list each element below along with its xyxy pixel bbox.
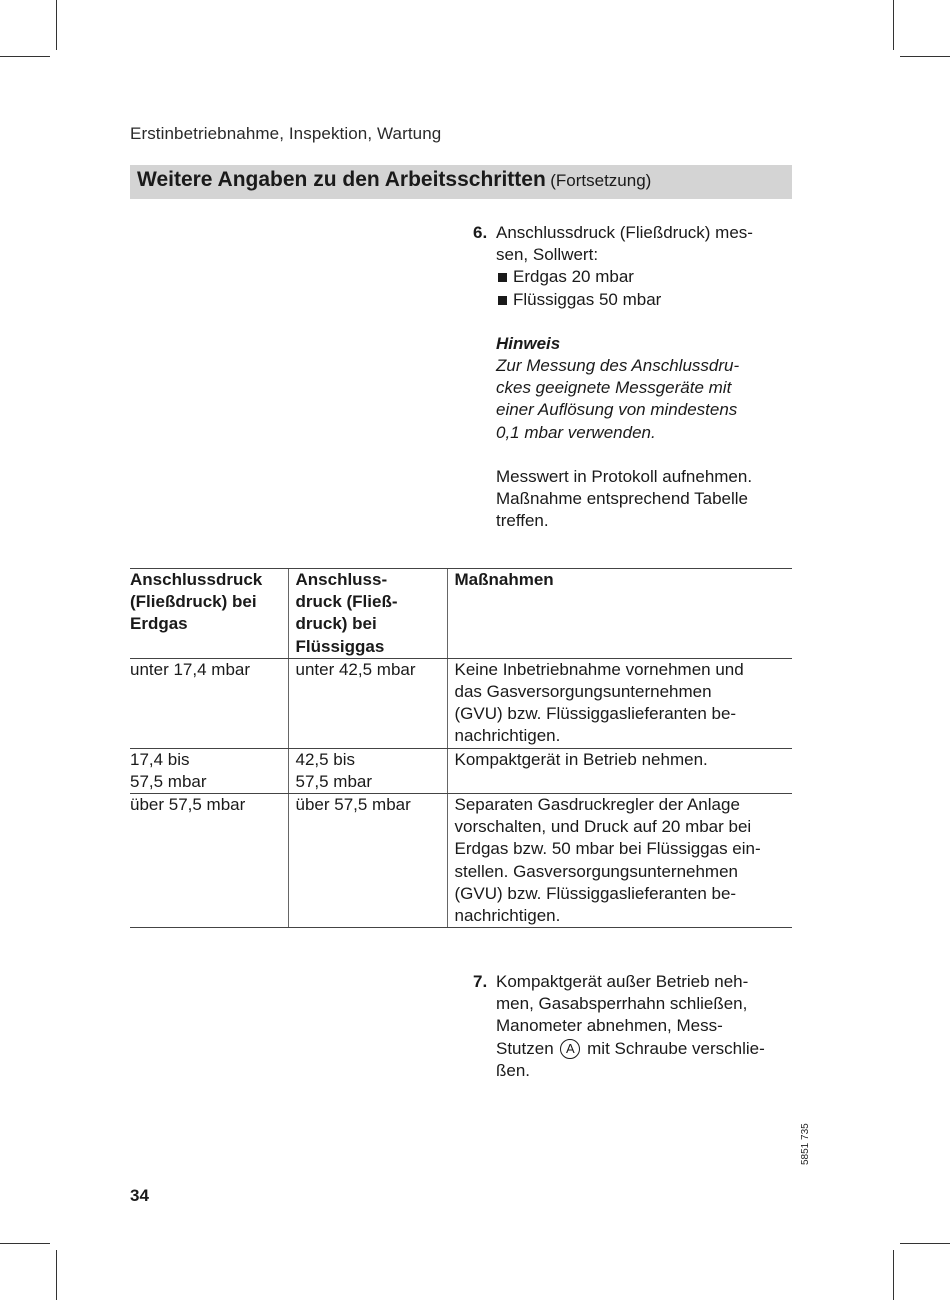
step-number: 7. <box>473 972 488 991</box>
step-text-line: Manometer abnehmen, Mess- <box>496 1016 723 1036</box>
document-number: 5851 735 <box>800 1123 811 1165</box>
table-header-row <box>130 569 792 659</box>
bullet-text: Erdgas 20 mbar <box>513 267 634 287</box>
followup-line: Messwert in Protokoll aufnehmen. <box>496 466 753 486</box>
column-header-measures <box>447 569 792 659</box>
header-line: druck (Fließ- <box>295 592 398 612</box>
table-row <box>130 794 792 928</box>
step-text-line: ßen. <box>496 1060 531 1080</box>
note-line: einer Auflösung von mindestens <box>496 400 738 420</box>
cell-line: unter 42,5 mbar <box>295 659 416 679</box>
cell-line: über 57,5 mbar <box>295 795 411 815</box>
note-line: 0,1 mbar verwenden. <box>496 422 656 442</box>
cell-line: nachrichtigen. <box>454 906 561 926</box>
step-text-line: sen, Sollwert: <box>496 245 599 265</box>
header-line: Anschluss- <box>295 570 388 589</box>
step-text-line: men, Gasabsperrhahn schließen, <box>496 994 748 1014</box>
section-title: Weitere Angaben zu den Arbeitsschritten <box>137 168 546 191</box>
step-7 <box>473 971 795 1082</box>
column-header-liquid-gas <box>288 569 447 659</box>
step-text: mit Schraube verschlie- <box>587 1038 765 1058</box>
circled-marker-a-icon: A <box>560 1039 580 1059</box>
page-number: 34 <box>130 1186 149 1205</box>
cell-line: Erdgas bzw. 50 mbar bei Flüssiggas ein- <box>454 839 761 859</box>
cell-line: 17,4 bis <box>130 749 190 769</box>
table-cell <box>447 658 792 748</box>
step-text-line: Anschlussdruck (Fließdruck) mes- <box>496 223 753 242</box>
crop-mark <box>56 0 57 50</box>
cell-line: das Gasversorgungsunternehmen <box>454 682 712 702</box>
table-cell <box>130 794 288 928</box>
cell-line: (GVU) bzw. Flüssiggaslieferanten be- <box>454 883 737 903</box>
bullet-text: Flüssiggas 50 mbar <box>513 289 662 309</box>
header-line: Anschlussdruck <box>130 570 263 589</box>
bullet-item <box>496 289 795 311</box>
pressure-measures-table <box>130 568 792 928</box>
cell-line: Kompaktgerät in Betrieb nehmen. <box>454 749 708 769</box>
crop-mark <box>0 1243 50 1244</box>
table-cell <box>288 794 447 928</box>
step-6 <box>473 222 795 532</box>
section-header <box>130 165 792 199</box>
step-followup <box>496 466 795 533</box>
crop-mark <box>900 56 950 57</box>
note-heading: Hinweis <box>496 333 561 353</box>
cell-line: vorschalten, und Druck auf 20 mbar bei <box>454 817 752 837</box>
cell-line: 42,5 bis <box>295 749 356 769</box>
crop-mark <box>0 56 50 57</box>
step-number: 6. <box>473 223 488 242</box>
crop-mark <box>893 0 894 50</box>
bullet-square-icon <box>498 273 507 282</box>
table-row <box>130 658 792 748</box>
table-cell <box>447 794 792 928</box>
note-text <box>496 355 795 444</box>
header-line: Flüssiggas <box>295 636 385 656</box>
running-head: Erstinbetriebnahme, Inspektion, Wartung <box>130 124 442 143</box>
cell-line: Keine Inbetriebnahme vornehmen und <box>454 659 744 679</box>
crop-mark <box>56 1250 57 1300</box>
table-cell <box>288 658 447 748</box>
cell-line: über 57,5 mbar <box>130 795 246 815</box>
section-continuation: (Fortsetzung) <box>550 171 652 190</box>
table-cell <box>130 658 288 748</box>
followup-line: Maßnahme entsprechend Tabelle <box>496 489 749 509</box>
note-line: Zur Messung des Anschlussdru- <box>496 356 740 376</box>
header-line: Erdgas <box>130 614 188 634</box>
note-line: ckes geeignete Messgeräte mit <box>496 378 732 398</box>
column-header-natural-gas <box>130 569 288 659</box>
cell-line: unter 17,4 mbar <box>130 659 251 679</box>
step-text: Stutzen <box>496 1038 554 1058</box>
table-cell <box>130 748 288 793</box>
cell-line: nachrichtigen. <box>454 726 561 746</box>
table-row <box>130 748 792 793</box>
cell-line: stellen. Gasversorgungsunternehmen <box>454 861 738 881</box>
bullet-square-icon <box>498 296 507 305</box>
table-cell <box>447 748 792 793</box>
step-text-line <box>496 1038 795 1060</box>
crop-mark <box>900 1243 950 1244</box>
header-line: (Fließdruck) bei <box>130 592 257 612</box>
followup-line: treffen. <box>496 511 549 531</box>
cell-line: (GVU) bzw. Flüssiggaslieferanten be- <box>454 704 737 724</box>
crop-mark <box>893 1250 894 1300</box>
bullet-item <box>496 266 795 288</box>
step-text-line: Kompaktgerät außer Betrieb neh- <box>496 972 749 991</box>
cell-line: Separaten Gasdruckregler der Anlage <box>454 795 740 815</box>
header-line: Maßnahmen <box>454 570 554 589</box>
table-cell <box>288 748 447 793</box>
cell-line: 57,5 mbar <box>295 771 373 791</box>
header-line: druck) bei <box>295 614 377 634</box>
cell-line: 57,5 mbar <box>130 771 207 791</box>
